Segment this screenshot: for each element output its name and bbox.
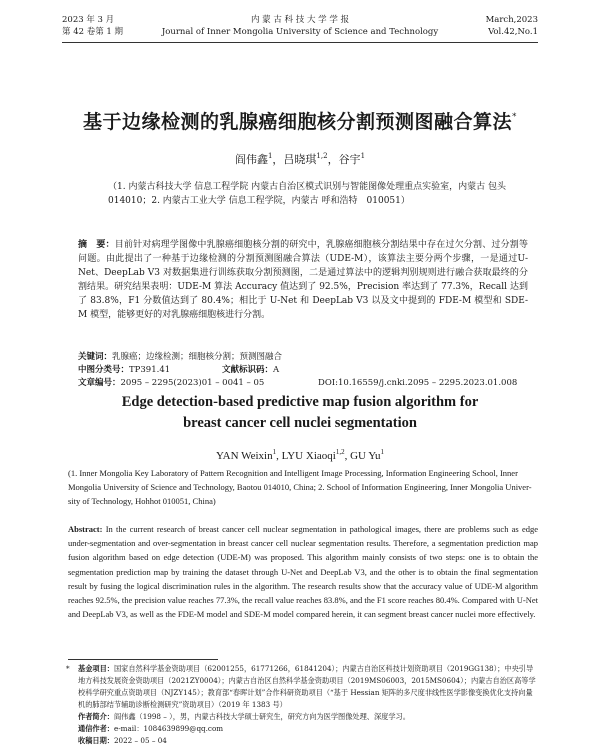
article-number: 文章编号：2095 – 2295(2023)01 – 0041 – 05 [78, 378, 265, 388]
english-authors: YAN Weixin$^1$, LYU Xiaoqi$^{1,2}$, GU Yu$^1$ [215, 448, 385, 462]
english-affiliation: (1. Inner Mongolia Key Laboratory of Pattern Recognition and Intelligent Image Processing, Information Engineering School, Inner Mongolia University of Science and Technology, Baotou 014010, China; 2. School of Information Engineering, Inner Mongolia Univer- sity of Technology, Hohhot 010051, China) [68, 468, 532, 506]
english-title: Edge detection-based predictive map fusion algorithm for breast cancer cell nuclei segmentation [121, 394, 479, 431]
chinese-keywords: 关键词：乳腺癌；边缘检测；细胞核分割；预测图融合 [78, 352, 283, 362]
chinese-affiliation: （1. 内蒙古科技大学 信息工程学院 内蒙古自治区模式识别与智能图像处理重点实验室，内蒙古 包头 014010；2. 内蒙古工业大学 信息工程学院，内蒙古 呼和浩特 010051） [108, 182, 516, 206]
chinese-title: 基于边缘检测的乳腺癌细胞核分割预测图融合算法* [82, 111, 517, 133]
chinese-authors: 阎伟鑫$^1$，吕晓琪$^{1,2}$，谷宇$^1$ [234, 152, 366, 166]
fund-info: 基金项目：国家自然科学基金资助项目（62001255，61771266，61841204）；内蒙古自治区科技计划资助项目（2019GG138）；中央引导地方科技发展资金资助项目（2021ZY0004）；内蒙古自治区自然科学基金资助项目（2019MS06003，2015MS0604）；内蒙古自治区高等学校科学研究重点资助项目（NJZY145）；教育部“春晖计划”合作科研资助项目（“基于 Hessian 矩阵的多尺度非线性医学影像变换优化支持向量机的肺部结节辅助诊断检测研究”资助项目）（2019 年 1383 号） [78, 664, 536, 709]
doi: DOI:10.16559/j.cnki.2095 – 2295.2023.01.008 [318, 378, 518, 388]
document-code: 文献标识码：A [222, 365, 280, 375]
footnote-rule [68, 659, 218, 660]
journal-name: 内 蒙 古 科 技 大 学 学 报 Journal of Inner Mongolia University of Science and Technology [161, 15, 439, 37]
running-header [62, 14, 538, 44]
issue-date: 2023 年 3 月 第 42 卷第 1 期 [62, 15, 124, 37]
header-rule [62, 42, 538, 43]
issue-info: March,2023 Vol.42,No.1 [485, 15, 538, 37]
received-date: 收稿日期：2022 – 05 – 04 [78, 736, 167, 745]
chinese-abstract: 摘 要：目前针对病理学图像中乳腺癌细胞核分割的研究中，乳腺癌细胞核分割结果中存在过欠分割、过分割等问题。由此提出了一种基于边缘检测的分割预测图融合算法（UDE-M），该算法主要分两个步骤，一是通过U-Net、DeepLab V3 对数据集进行训练获取分割预测图，二是通过算法中的逻辑判别规则进行融合获取最终的分割结果。研究结果表明：UDE-M 算法 Accuracy 值达到了 92.5%，Precision 率达到了 77.3%，Recall 达到了 83.8%，F1 分数值达到了 80.4%；相比于 U-Net 和 DeepLab V3 以及文中提到的 FDE-M 模型和 SDE-M 模型，能够更好的对乳腺癌细胞核进行分割。 [78, 240, 528, 320]
classification-row: 中图分类号：TP391.41 [78, 365, 171, 375]
footnote: * 基金项目：国家自然科学基金资助项目（62001255，61771266，61841204）；内蒙古自治区科技计划资助项目（2019GG138）；中央引导地方科技发展资金资助项目（2021ZY0004）；内蒙古自治区自然科学基金资助项目（2019MS06003，2015MS0604）；内蒙古自治区高等学校科学研究重点资助项目（NJZY145）；教育部“春晖计划”合作科研资助项目（“基于 Hessian 矩阵的多尺度非线性医学影像变换优化支持向量机的肺部结节辅助诊断检测研究”资助项目）（2019 年 1383 号） 作者简介：阎伟鑫（1998 – ），男，内蒙古科技大学硕士研究生，研究方向为医学图像处理、深度学习。 通信作者：e-mail：1084639899@qq.com 收稿日期：2022 – 05 – 04 [68, 663, 538, 747]
english-abstract: Abstract: In the current research of breast cancer cell nuclear segmentation in pathological images, there are problems such as edge under-segmentation and over-segmentation in breast cancer cell nuclear segmentation results. Therefore, a segmentation prediction map fusion algorithm based on edge detection (UDE-M) was proposed. This algorithm mainly consists of two steps: one is to obtain the segmentation prediction map by training the dataset through U-Net and DeepLab V3, and the other is to obtain the final segmentation result by fusing the logical discrimination rules in the algorithm. The research results show that the accuracy value of UDE-M algorithm reaches 92.5%, the precision value reaches 77.3%, the recall value reaches 83.8%, and the F1 score reaches 80.4%. Compared with U-Net and DeepLab V3, as well as the FDE-M model and SDE-M model compared herein, it can segment breast cancer nuclei more effectively. [68, 524, 538, 620]
author-bio: 作者简介：阎伟鑫（1998 – ），男，内蒙古科技大学硕士研究生，研究方向为医学图像处理、深度学习。 [78, 712, 410, 721]
contact-email: 通信作者：e-mail：1084639899@qq.com [78, 724, 224, 733]
